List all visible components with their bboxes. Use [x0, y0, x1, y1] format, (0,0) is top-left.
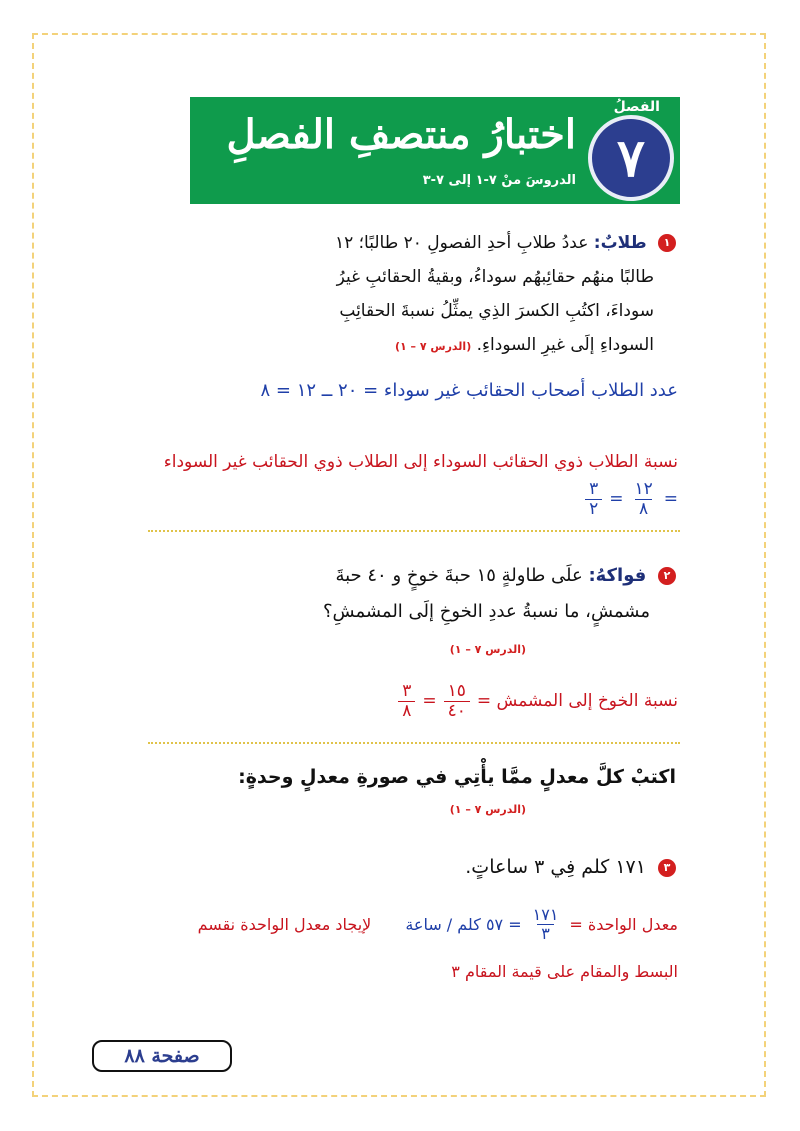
denominator: ٨	[635, 499, 652, 519]
divider	[148, 742, 680, 744]
question-text: طالبًا منهُم حقائِبهُم سوداءُ، وبقيةُ الحقائبِ غيرُ	[336, 267, 654, 287]
page-number-label: صفحة ٨٨	[92, 1040, 232, 1072]
question-keyword: فواكهُ:	[588, 565, 647, 586]
numerator: ٣	[589, 479, 599, 499]
divider	[148, 530, 680, 532]
fraction	[529, 906, 563, 942]
fraction	[630, 480, 656, 518]
answer-1-fractions	[582, 480, 678, 518]
answer-3	[198, 906, 678, 942]
answer-note-continued: البسط والمقام على قيمة المقام ٣	[451, 962, 678, 981]
equals-sign: =	[609, 489, 624, 510]
equals-sign: =	[422, 691, 437, 712]
question-2	[323, 558, 676, 668]
question-text: السوداءِ إلَى غيرِ السوداءِ.	[476, 335, 654, 355]
question-text: مشمشٍ، ما نسبةُ عددِ الخوخِ إلَى المشمشِ؟	[322, 601, 650, 622]
answer-2	[395, 682, 678, 720]
page-title: اختبارُ منتصفِ الفصلِ	[226, 111, 576, 158]
denominator: ٢	[585, 499, 602, 519]
lesson-reference: (الدرس ٧ – ١)	[449, 643, 526, 656]
question-3-intro	[238, 766, 676, 818]
question-3	[465, 856, 676, 878]
question-number: ٣	[658, 859, 676, 877]
answer-label: معدل الواحدة =	[569, 914, 678, 934]
fraction	[444, 682, 470, 720]
numerator: ١٥	[447, 681, 466, 701]
answer-1-line-1: عدد الطلاب أصحاب الحقائب غير سوداء = ٢٠ ــ ١٢ = ٨	[260, 380, 678, 401]
question-keyword: طلابٌ:	[593, 233, 647, 253]
chapter-number-badge: ٧	[588, 115, 674, 201]
question-number: ٢	[658, 567, 676, 585]
answer-1-line-2: نسبة الطلاب ذوي الحقائب السوداء إلى الطلاب ذوي الحقائب غير السوداء	[163, 452, 678, 472]
question-number: ١	[658, 234, 676, 252]
chapter-label: الفصلُ	[613, 99, 660, 115]
answer-label: نسبة الخوخ إلى المشمش =	[476, 691, 678, 712]
numerator: ١٧١	[532, 905, 559, 924]
fraction	[585, 480, 602, 518]
question-1	[196, 226, 676, 364]
lesson-reference: (الدرس ٧ – ١)	[394, 340, 472, 353]
question-text: عددُ طلابِ أحدِ الفصولِ ٢٠ طالبًا؛ ١٢	[334, 233, 589, 253]
equals-sign: =	[663, 489, 678, 510]
instruction-text: اكتبْ كلَّ معدلٍ ممَّا يأْتِي في صورةِ معدلٍ وحدةٍ:	[238, 766, 676, 788]
denominator: ٨	[398, 701, 415, 721]
numerator: ٣	[402, 681, 412, 701]
numerator: ١٢	[634, 479, 653, 499]
fraction	[398, 682, 415, 720]
chapter-banner	[190, 97, 680, 204]
question-text: علَى طاولةٍ ١٥ حبةَ خوخٍ و ٤٠ حبةَ	[335, 565, 583, 586]
page-subtitle: الدروسَ منْ ٧-١ إلى ٧-٣	[422, 173, 576, 188]
denominator: ٣	[537, 924, 554, 943]
answer-result: = ٥٧ كلم / ساعة	[405, 914, 522, 934]
question-text: ١٧١ كلم فِي ٣ ساعاتٍ.	[465, 856, 646, 878]
answer-note: لإيجاد معدل الواحدة نقسم	[197, 914, 372, 934]
question-text: سوداءَ، اكتُبِ الكسرَ الذِي يمثِّلُ نسبةَ الحقائِبِ	[339, 301, 654, 321]
denominator: ٤٠	[444, 701, 470, 721]
lesson-reference: (الدرس ٧ – ١)	[449, 803, 526, 816]
